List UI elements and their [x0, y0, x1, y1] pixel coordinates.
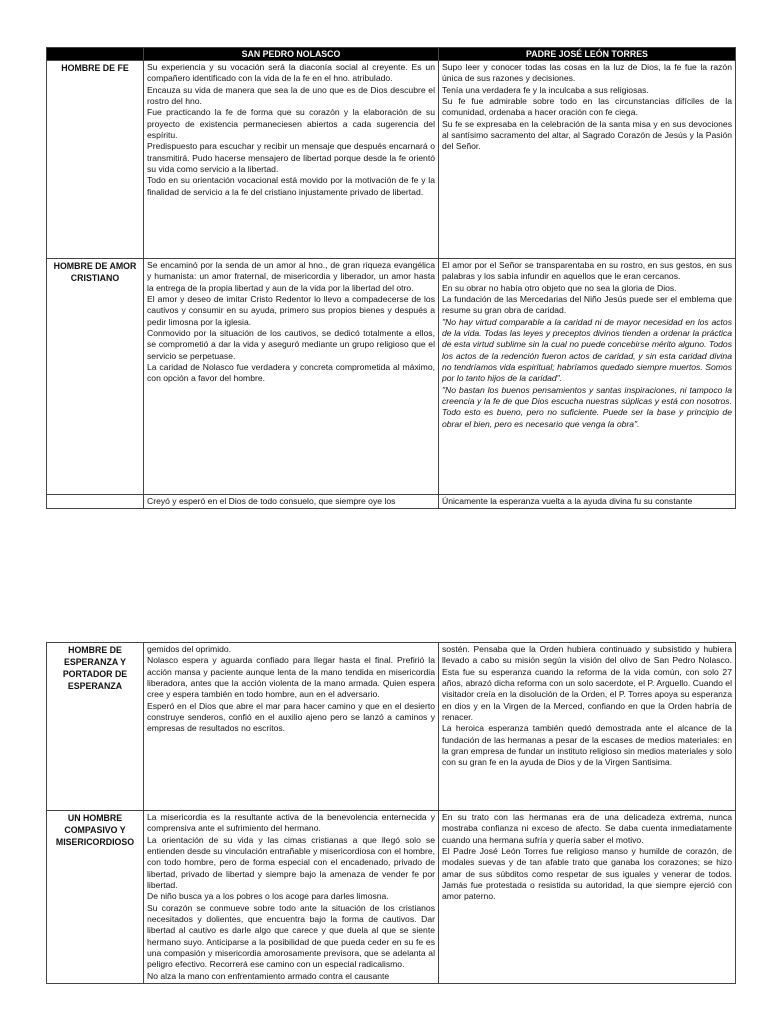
paragraph: En su obrar no había otro objeto que no sea la gloria de Dios. — [442, 282, 677, 293]
paragraph: El Padre José León Torres fue religioso manso y humilde de corazón, de modales suevas y de tan afable trato que ganaba los corazones; se hizo amar de sus súbditos como respetar de sus iguales y venerar de todos. Jamás fue protestada o resistida su autoridad, la que siempre ejerció con amor paterno. — [442, 846, 732, 902]
quote-paragraph: "No bastan los buenos pensamientos y santas inspiraciones, ni tampoco la creencia y la fe de que Dios escucha nuestras súplicas y está con nosotros. Todo esto es bueno, pero no suficiente. Puede ser la base y principio de obrar el bien, pero es necesario que venga la obra". — [442, 384, 732, 429]
paragraph: Únicamente la esperanza vuelta a la ayuda divina fu su constante — [442, 496, 693, 506]
paragraph: gemidos del oprimido. — [147, 644, 232, 654]
cell-torres-amor — [439, 259, 736, 495]
paragraph: La misericordia es la resultante activa de la benevolencia enternecida y comprensiva ante el sufrimiento del hermano. — [147, 812, 435, 834]
paragraph: Su fe se expresaba en la celebración de la santa misa y en sus devociones al santísimo sacramento del altar, al Sagrado Corazón de Jesús y la Pasión del Señor. — [442, 118, 732, 152]
paragraph: Fue practicando la fe de forma que su corazón y la elaboración de su proyecto de existencia permaneciesen abiertos a cada sugerencia del espíritu. — [147, 107, 435, 141]
table-row — [47, 811, 736, 984]
row-label-amor: HOMBRE DE AMOR CRISTIANO — [47, 259, 144, 495]
paragraph: Esperó en el Dios que abre el mar para hacer camino y que en el desierto construye senderos, confió en el auxilio ajeno pero se lanzó a caminos y empresas de resultados no escritos. — [147, 700, 435, 734]
cell-torres-misericordia — [439, 811, 736, 984]
paragraph: La caridad de Nolasco fue verdadera y concreta comprometida al máximo, con opción a favor del hombre. — [147, 362, 435, 384]
cell-nolasco-esperanza-start — [144, 495, 439, 509]
cell-torres-esperanza-start — [439, 495, 736, 509]
table-row — [47, 643, 736, 811]
paragraph: Encauza su vida de manera que sea la de uno que es de Dios descubre el rostro del hno. — [147, 84, 435, 107]
paragraph: El amor y deseo de imitar Cristo Redentor lo llevo a compadecerse de los cautivos y consumir en su ayuda, primero sus propios bienes y después a pedir limosna por la iglesia. — [147, 294, 435, 327]
cell-nolasco-esperanza — [144, 643, 439, 811]
comparison-table-top — [46, 47, 736, 509]
paragraph: No alza la mano con enfrentamiento armado contra el causante — [147, 970, 390, 981]
paragraph: Su corazón se conmueve sobre todo ante la situación de los cristianos necesitados y dolientes, que encuentra bajo la forma de cautivos. Dar libertad al cautivo es darle algo que carece y que duela al que se siente hermano suyo. Anticiparse a la posibilidad de que pueda ceder en su fe es una compasión y misericordia amorosamente previsora, que se adelanta al peligro efectivo. Recorrerá ese camino con un especial radicalismo. — [147, 902, 435, 970]
paragraph: De niño busca ya a los pobres o los acoge para darles limosna. — [147, 891, 389, 902]
table-header-row — [47, 48, 736, 61]
paragraph: La heroica esperanza también quedó demostrada ante el alcance de la fundación de las hermanas a pesar de la escases de medios materiales: en la gran empresa de fundar un instituto religioso sin medios materiales y solo con su gran fe en la ayuda de Dios y de la Virgen Santisima. — [442, 723, 732, 768]
paragraph: Todo en su orientación vocacional está movido por la motivación de fe y la finalidad de servicio a la fe del cristiano injustamente privado de libertad. — [147, 175, 435, 197]
paragraph: En su trato con las hermanas era de una delicadeza extrema, nunca mostraba confianza ni exceso de afecto. Se daba cuenta inmediatamente cuando una hermana sufría y quería saber el motivo. — [442, 812, 732, 845]
cell-nolasco-amor — [144, 259, 439, 495]
table-row — [47, 495, 736, 509]
cell-nolasco-fe — [144, 61, 439, 259]
paragraph: El amor por el Señor se transparentaba en su rostro, en sus gestos, en sus palabras y los sabía infundir en aquellos que le eran cercanos. — [442, 260, 732, 282]
header-torres: PADRE JOSÉ LEÓN TORRES — [439, 48, 736, 61]
paragraph: Se encaminó por la senda de un amor al hno., de gran riqueza evangélica y humanista: un amor fraternal, de misericordia y liberador, un amor hasta la entrega de la propia libertad y aun de la vida por la libertad del otro. — [147, 260, 435, 293]
paragraph: sostén. Pensaba que la Orden hubiera continuado y subsistido y hubiera llevado a cabo su misión según la visión del olivo de San Pedro Nolasco. Esta fue su esperanza cuando la reforma de la vida común, con solo 27 años, abrazó dicha reforma con un solo sacerdote, el P. Arguello. Cuando el visitador creía en la disolución de la Orden, el P. Torres apoya su esperanza en dios y en la Virgen de la Merced, confiando en que la Orden habría de renacer. — [442, 644, 732, 723]
row-label-esperanza-start — [47, 495, 144, 509]
row-label-esperanza: HOMBRE DE ESPERANZA Y PORTADOR DE ESPERANZA — [47, 643, 144, 811]
row-label-fe: HOMBRE DE FE — [47, 61, 144, 259]
paragraph: Su experiencia y su vocación será la diaconía social al creyente. Es un compañero identificado con la vida de la fe en el hno. atribulado. — [147, 62, 435, 84]
paragraph: Supo leer y conocer todas las cosas en la luz de Dios, la fe fue la razón única de sus razones y decisiones. — [442, 62, 732, 84]
paragraph: La fundación de las Mercedarias del Niño Jesús puede ser el emblema que resume su gran obra de caridad. — [442, 294, 732, 316]
paragraph: Conmovido por la situación de los cautivos, se dedicó totalmente a ellos, se comprometió a dar la vida y aseguró mediante un grupo religioso que el servicio se perpetuase. — [147, 328, 435, 361]
cell-torres-esperanza — [439, 643, 736, 811]
cell-torres-fe — [439, 61, 736, 259]
quote-paragraph: "No hay virtud comparable a la caridad ni de mayor necesidad en los actos de la vida. Todas las leyes y preceptos divinos tienden a ordenar la práctica de esta virtud sublime sin la cual no puede concebirse mérito alguno. Todos los actos de la redención fueron actos de caridad, y sin esta caridad divina no tendríamos vida espiritual; habríamos quedado siempre muertos. Somos por lo tanto hijos de la caridad". — [442, 316, 732, 384]
header-empty-cell — [47, 48, 144, 61]
paragraph: La orientación de su vida y las cimas cristianas a que llegó solo se entienden desde su vinculación entrañable y misericordiosa con el hombre, con todo hombre, pero de forma especial con el encadenado, privado de libertad, privado de libertad y siempre bajo la amenaza de vender fe por libertad. — [147, 834, 435, 891]
table-row — [47, 61, 736, 259]
paragraph: Creyó y esperó en el Dios de todo consuelo, que siempre oye los — [147, 496, 396, 506]
cell-nolasco-misericordia — [144, 811, 439, 984]
paragraph: Nolasco espera y aguarda confiado para llegar hasta el final. Prefirió la acción mansa y paciente aunque lenta de la mano tendida en misericordia liberadora, antes que la acción violenta de la mano armada. Quien espera cree y espera también en todo hombre, aun en el adversario. — [147, 655, 435, 700]
row-label-misericordia: UN HOMBRE COMPASIVO Y MISERICORDIOSO — [47, 811, 144, 984]
paragraph: Predispuesto para escuchar y recibir un mensaje que después encarnará o transmitirá. Pudo hacerse mensajero de libertad porque desde la fe orientó su vida como servicio a la libertad. — [147, 141, 435, 175]
table-row — [47, 259, 736, 495]
header-nolasco: SAN PEDRO NOLASCO — [144, 48, 439, 61]
comparison-table-bottom — [46, 642, 736, 984]
paragraph: Tenía una verdadera fe y la inculcaba a sus religiosas. — [442, 84, 649, 95]
paragraph: Su fe fue admirable sobre todo en las circunstancias difíciles de la comunidad, ordenaba a hacer oración con fe ciega. — [442, 96, 732, 118]
